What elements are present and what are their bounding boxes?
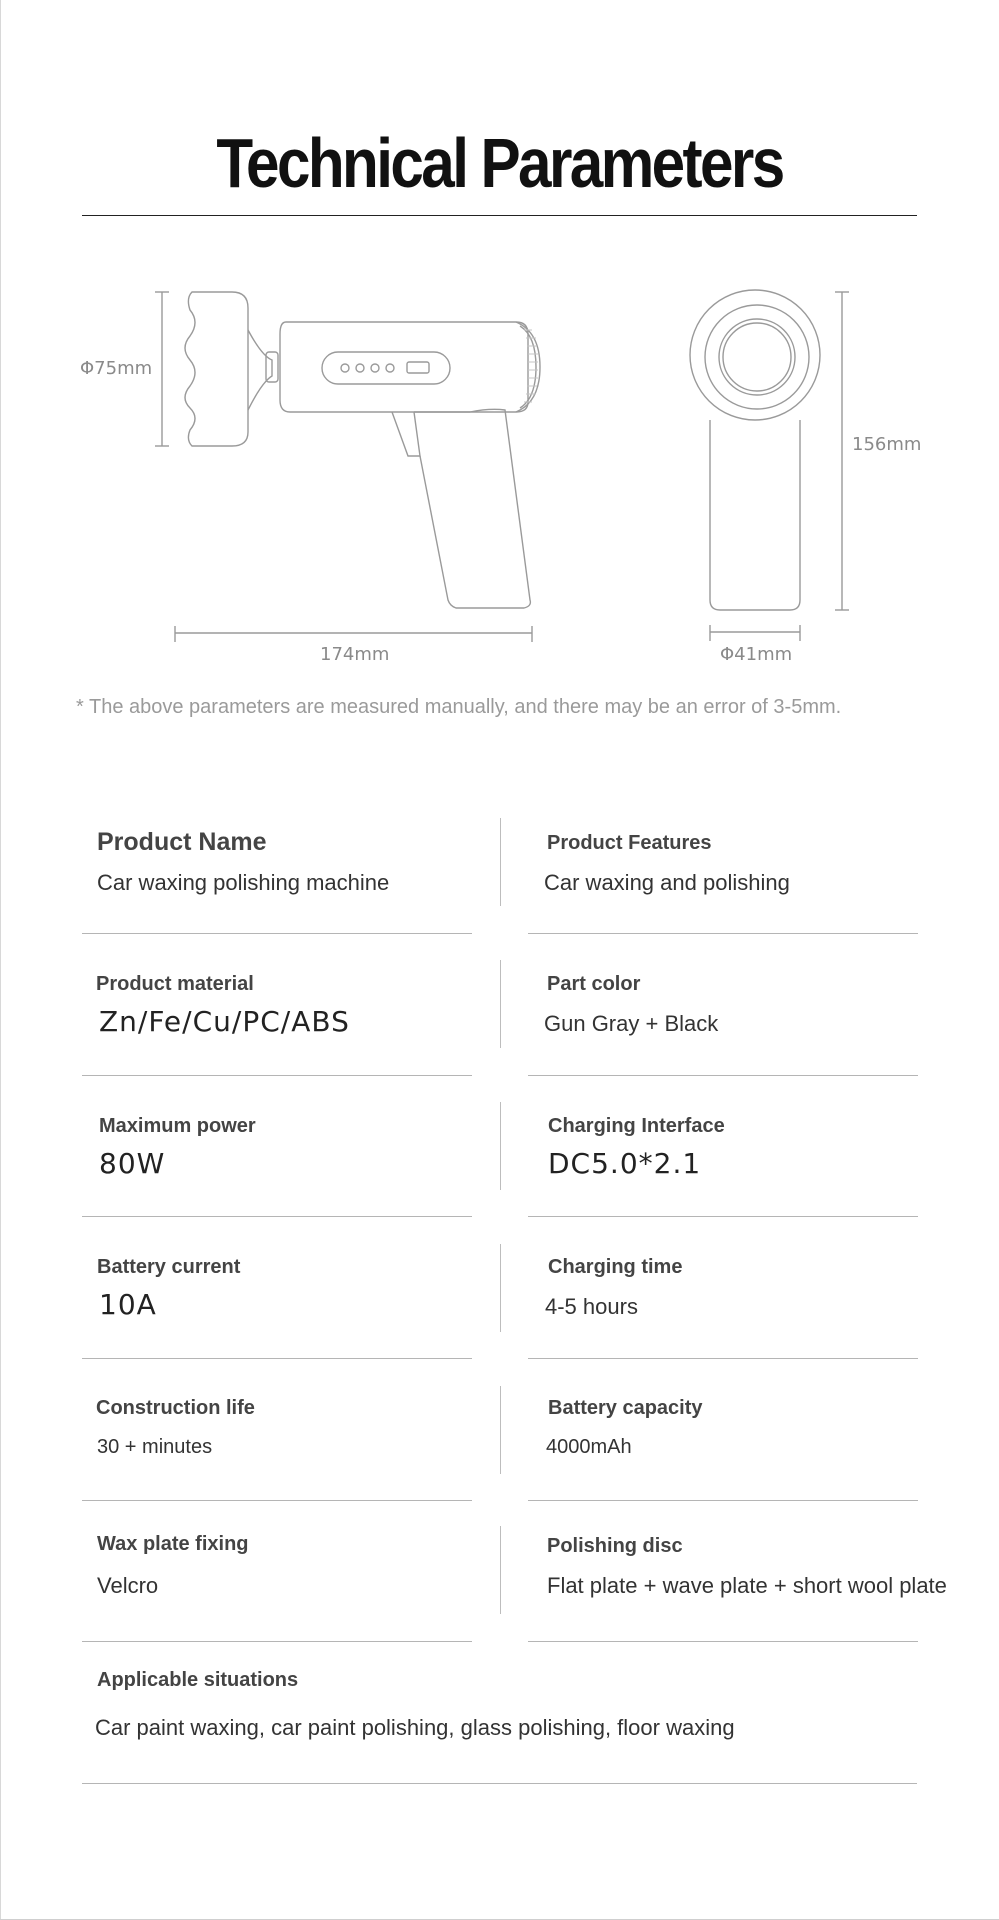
product-features-label: Product Features [547, 832, 712, 854]
product-name-label: Product Name [97, 828, 267, 856]
charging-time-label: Charging time [548, 1256, 683, 1278]
part-color-label: Part color [547, 973, 641, 995]
column-divider [500, 1244, 501, 1332]
row-divider [82, 1358, 472, 1359]
part-color-value: Gun Gray + Black [544, 1011, 719, 1036]
head-diameter-label: Φ75mm [80, 358, 153, 379]
battery-capacity-value: 4000mAh [546, 1436, 632, 1458]
product-features-value: Car waxing and polishing [544, 870, 790, 895]
row-divider [528, 933, 918, 934]
title-underline [82, 215, 917, 216]
length-label: 174mm [320, 644, 390, 665]
row-divider [82, 933, 472, 934]
applicable-situations-label: Applicable situations [97, 1669, 299, 1691]
charging-interface-value: DC5.0*2.1 [548, 1147, 702, 1180]
battery-current-label: Battery current [97, 1256, 241, 1278]
battery-capacity-label: Battery capacity [548, 1397, 703, 1419]
product-name-value: Car waxing polishing machine [97, 870, 390, 895]
row-divider [528, 1500, 918, 1501]
wax-plate-fixing-label: Wax plate fixing [97, 1533, 249, 1555]
row-divider [82, 1216, 472, 1217]
product-material-value: Zn/Fe/Cu/PC/ABS [99, 1005, 350, 1038]
bottom-divider [82, 1783, 917, 1784]
polishing-disc-label: Polishing disc [547, 1535, 683, 1557]
charging-time-value: 4-5 hours [545, 1294, 638, 1319]
column-divider [500, 818, 501, 906]
row-divider [82, 1641, 472, 1642]
measurement-note: * The above parameters are measured manually, and there may be an error of 3-5mm. [76, 696, 842, 718]
maximum-power-value: 80W [99, 1147, 166, 1180]
charging-interface-label: Charging Interface [548, 1115, 725, 1137]
battery-current-value: 10A [99, 1288, 157, 1321]
row-divider [528, 1641, 918, 1642]
column-divider [500, 1526, 501, 1614]
row-divider [528, 1075, 918, 1076]
wax-plate-fixing-value: Velcro [97, 1573, 159, 1598]
product-line-drawing [0, 260, 999, 680]
product-material-label: Product material [96, 973, 254, 995]
dimension-diagram [0, 260, 999, 680]
column-divider [500, 1386, 501, 1474]
construction-life-value: 30 + minutes [97, 1436, 213, 1458]
handle-diameter-label: Φ41mm [720, 644, 793, 665]
construction-life-label: Construction life [96, 1397, 255, 1419]
applicable-situations-value: Car paint waxing, car paint polishing, glass polishing, floor waxing [95, 1715, 735, 1740]
row-divider [82, 1500, 472, 1501]
row-divider [528, 1358, 918, 1359]
row-divider [528, 1216, 918, 1217]
column-divider [500, 960, 501, 1048]
column-divider [500, 1102, 501, 1190]
height-label: 156mm [852, 434, 922, 455]
row-divider [82, 1075, 472, 1076]
polishing-disc-value: Flat plate + wave plate + short wool plate [547, 1573, 947, 1598]
maximum-power-label: Maximum power [99, 1115, 256, 1137]
page-title: Technical Parameters [216, 124, 783, 202]
